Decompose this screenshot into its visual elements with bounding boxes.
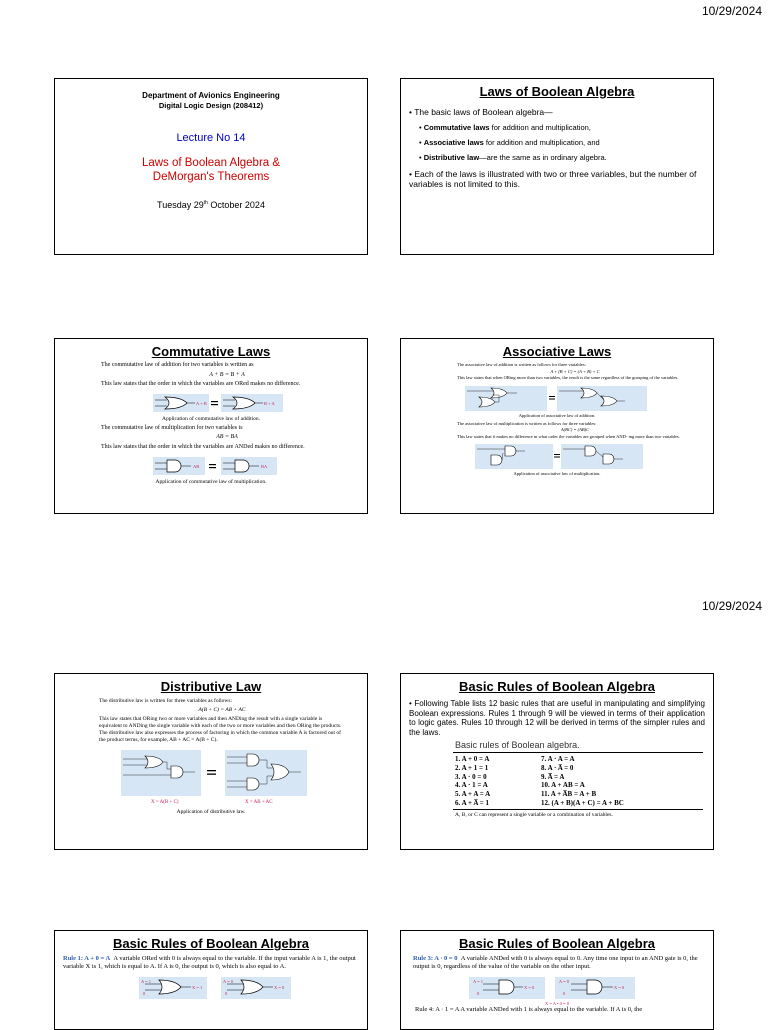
rule-3-gates <box>401 975 714 1001</box>
rule-row: 4. A · 1 = A <box>455 781 488 790</box>
paragraph: This law states that when ORing more than two variables, the result is the same regardless of the grouping of the variables. <box>457 375 679 380</box>
bullet-commutative: • Commutative laws for addition and multiplication, <box>419 123 591 132</box>
bullet-associative: • Associative laws for addition and multiplication, and <box>419 138 600 147</box>
associative-or-diagram <box>401 383 714 413</box>
next-rule-text: Rule 4: A · 1 = A A variable ANDed with 1 is always equal to the variable. If A is 0, the <box>415 1006 643 1013</box>
title-line-1: Laws of Boolean Algebra & <box>141 157 281 169</box>
equation: A + (B + C) = (A + B) + C <box>550 368 600 374</box>
output-label: X = 1 <box>192 985 203 990</box>
rule-expression: X = A • 0 = 0 <box>545 1001 569 1006</box>
table-footnote: A, B, or C can represent a single variable or a combination of variables. <box>455 811 613 818</box>
gate-output-label: A + B <box>196 400 207 406</box>
rule-row: 3. A · 0 = 0 <box>455 772 487 781</box>
rule-heading: Rule 1: A + 0 = A <box>63 955 111 962</box>
slide-title-text: Commutative Laws <box>151 344 271 359</box>
gate-output-label: BA <box>261 464 268 469</box>
slide-title-text: Associative Laws <box>502 344 612 359</box>
slide-title-text: Distributive Law <box>160 679 262 694</box>
rule-row: 2. A + 1 = 1 <box>455 763 489 772</box>
slide-commutative <box>54 338 368 514</box>
gate-output-label: B + A <box>264 400 275 406</box>
paragraph: The commutative law of addition for two variables is written as <box>101 362 254 368</box>
paragraph: The associative law of addition is written as follows for three variables: <box>457 362 586 367</box>
or-gates-diagram <box>55 391 368 415</box>
intro: • The basic laws of Boolean algebra— <box>409 107 553 117</box>
slide-laws <box>400 78 714 255</box>
slide-title <box>54 78 368 255</box>
rule-row: 5. A + A = A <box>455 790 491 799</box>
associative-and-diagram <box>401 441 714 471</box>
slide-basic-rules <box>400 673 714 850</box>
paragraph: The distributive law is written for three variables as follows: <box>99 698 233 704</box>
caption: Application of associative law of addition. <box>518 412 596 418</box>
input-label: A = 0 <box>559 979 570 984</box>
paragraph: This law states that the order in which the variables are ORed makes no difference. <box>101 381 301 387</box>
paragraph: This law states that the order in which the variables are ANDed makes no difference. <box>101 443 305 450</box>
slide-title-text: Basic Rules of Boolean Algebra <box>458 936 655 951</box>
rule-heading: Rule 3: A · 0 = 0 <box>413 955 458 962</box>
slide-associative <box>400 338 714 514</box>
equation: AB = BA <box>216 434 238 440</box>
rules-table <box>455 755 713 808</box>
slide-distributive <box>54 673 368 850</box>
distributive-diagram <box>55 748 368 800</box>
rule-row: 11. A + A̅B = A + B <box>541 790 597 799</box>
paragraph: The commutative law of multiplication for two variables is <box>101 424 243 431</box>
equation: A + B = B + A <box>209 371 245 378</box>
rule-row: 12. (A + B)(A + C) = A + BC <box>541 798 624 807</box>
rule-row: 10. A + AB = A <box>541 781 585 790</box>
paragraph: This law states that ORing two or more variables and then ANDing the result with a single variable is equivalent to ANDing the single variable with each of the two or more variables and then ORing the products. The distributive law also expresses the process of factoring in which the common variable A is factored out of the product terms, for example, AB + AC = A(B + C). <box>99 716 342 743</box>
x-expression-right: X = AB + AC <box>245 800 273 805</box>
output-label: X = 0 <box>614 985 625 990</box>
note: • Each of the laws is illustrated with two or three variables, but the number of variables is not limited to this. <box>409 169 697 189</box>
slide-rule-3 <box>400 930 714 1030</box>
rule-row: 8. A · A̅ = 0 <box>541 763 574 772</box>
input-label: A = 1 <box>473 979 484 984</box>
x-expression-left: X = A(B + C) <box>151 800 179 805</box>
caption: Application of distributive law. <box>176 809 246 815</box>
page-date-2: 10/29/2024 <box>701 599 762 613</box>
department: Department of Avionics Engineering <box>142 91 280 100</box>
and-gates-diagram <box>55 454 368 478</box>
input-label: A = 0 <box>223 979 234 984</box>
rule-1-gates <box>55 975 368 1001</box>
rule-row: 9. A̅̅ = A <box>541 772 565 781</box>
slide-rule-1 <box>54 930 368 1030</box>
caption: Application of associative law of multiplication. <box>513 471 601 476</box>
table-title: Basic rules of Boolean algebra. <box>455 740 580 750</box>
rule-paragraph: Rule 3: A · 0 = 0 A variable ANDed with 0 is always equal to 0. Any time one input to an AND gate is 0, the output is 0, regardless of the value of the variable on the other input. <box>413 955 698 970</box>
output-label: X = 0 <box>524 985 535 990</box>
slide-title-text: Laws of Boolean Algebra <box>479 84 635 99</box>
caption: Application of commutative law of addition. <box>161 415 261 422</box>
input-label: 0 <box>563 991 566 996</box>
input-label: 0 <box>143 991 146 996</box>
intro: • Following Table lists 12 basic rules that are useful in manipulating and simplifying Boolean expressions. Rules 1 through 9 will be viewed in terms of their application to logic gates. Rules 10 through 12 will be derived in terms of the simpler rules and the laws. <box>409 699 705 737</box>
rule-paragraph: Rule 1: A + 0 = A A variable ORed with 0 is always equal to the variable. If the input variable A is 1, the output variable X is 1, which is equal to A. If A is 0, the output is 0, which is also equal to A. <box>63 955 356 970</box>
page-date-1: 10/29/2024 <box>701 4 762 18</box>
caption: Application of commutative law of multiplication. <box>155 479 267 485</box>
lecture-number: Lecture No 14 <box>176 132 246 144</box>
rule-row: 1. A + 0 = A <box>455 755 490 763</box>
bullet-distributive: • Distributive law—are the same as in ordinary algebra. <box>419 153 607 162</box>
input-label: 0 <box>225 991 228 996</box>
output-label: X = 0 <box>274 985 285 990</box>
title-line-2: DeMorgan's Theorems <box>152 171 270 183</box>
gate-output-label: AB <box>193 464 200 469</box>
lecture-date: Tuesday 29th October 2024 <box>157 200 265 210</box>
input-label: 0 <box>477 991 480 996</box>
equation: A(B + C) = AB + AC <box>198 707 246 713</box>
rule-row: 7. A · A = A <box>541 755 575 763</box>
slide-title-text: Basic Rules of Boolean Algebra <box>112 936 309 951</box>
course: Digital Logic Design (208412) <box>158 101 264 110</box>
paragraph: This law states that it makes no difference in what order the variables are grouped when AND- ing more than two variables. <box>457 433 680 439</box>
equation: A(BC) = (AB)C <box>560 427 590 432</box>
rule-row: 6. A + A̅ = 1 <box>455 798 490 807</box>
paragraph: The associative law of multiplication is written as follows for three variables: <box>457 420 597 426</box>
input-label: A = 1 <box>141 979 152 984</box>
slide-title-text: Basic Rules of Boolean Algebra <box>458 679 655 694</box>
